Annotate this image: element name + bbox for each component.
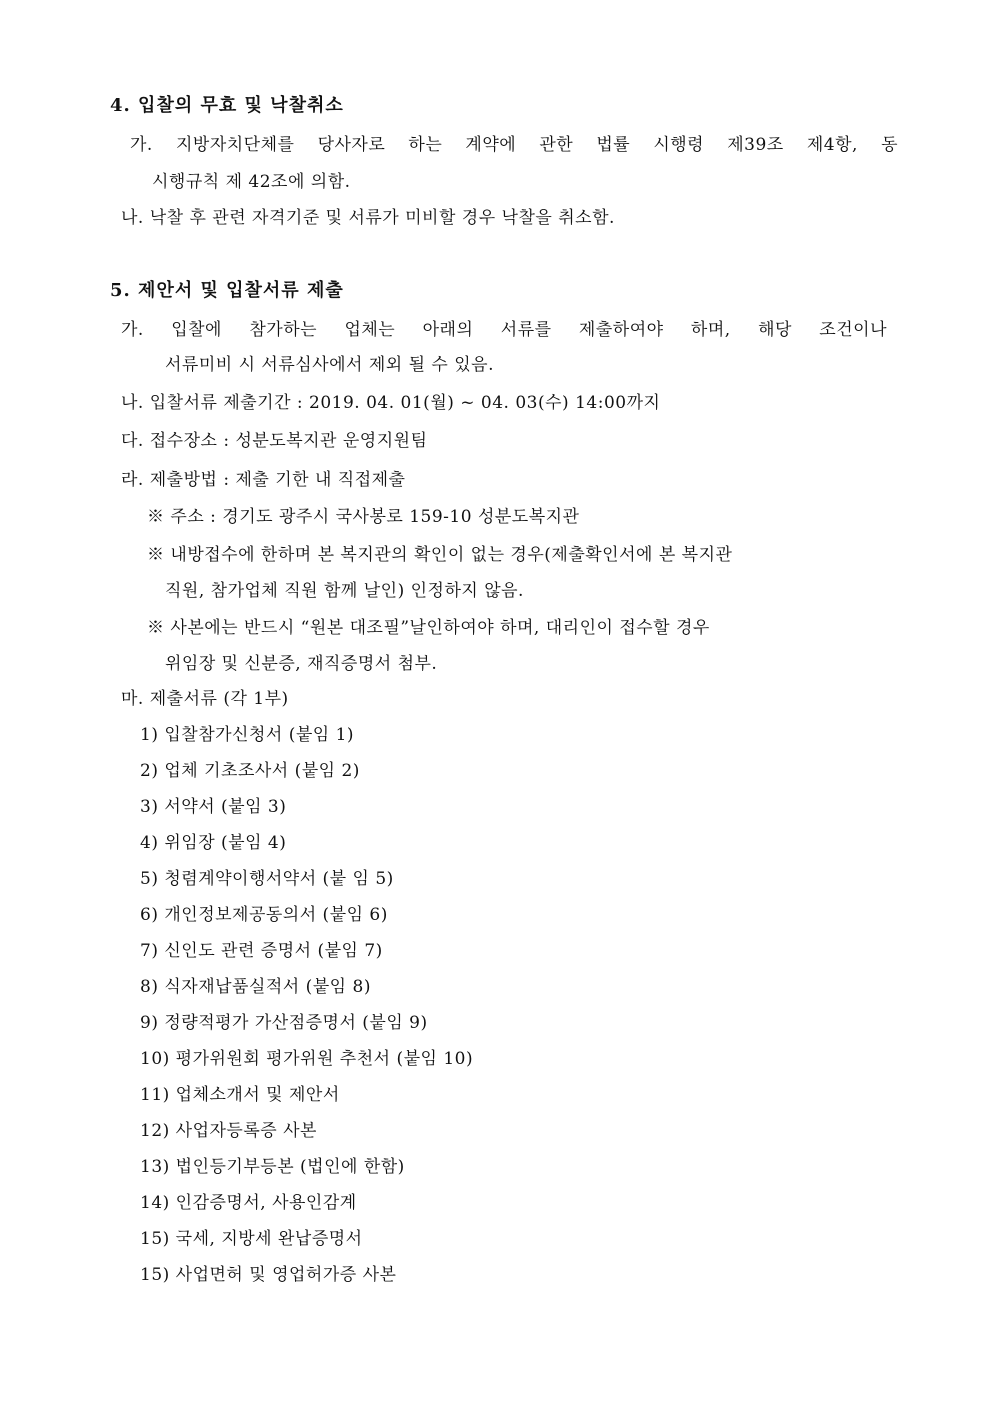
section-5-item-ga-line1: 가. 입찰에 참가하는 업체는 아래의 서류를 제출하여야 하며, 해당 조건이나 — [121, 320, 887, 340]
document-list-item: 7) 신인도 관련 증명서 (붙임 7) — [140, 941, 383, 961]
note-copy-line2: 위임장 및 신분증, 재직증명서 첨부. — [165, 654, 438, 674]
document-list-item: 15) 국세, 지방세 완납증명서 — [140, 1229, 363, 1249]
section-5-item-da: 다. 접수장소 : 성분도복지관 운영지원팀 — [121, 431, 428, 451]
note-visit-line1: ※ 내방접수에 한하며 본 복지관의 확인이 없는 경우(제출확인서에 본 복지관 — [147, 545, 733, 565]
document-list-item: 1) 입찰참가신청서 (붙임 1) — [140, 725, 355, 745]
section-5-heading: 5. 제안서 및 입찰서류 제출 — [110, 280, 344, 301]
document-list-item: 11) 업체소개서 및 제안서 — [140, 1085, 340, 1105]
document-list-item: 3) 서약서 (붙임 3) — [140, 797, 287, 817]
document-list-item: 15) 사업면허 및 영업허가증 사본 — [140, 1265, 397, 1285]
document-list-item: 4) 위임장 (붙임 4) — [140, 833, 287, 853]
document-list-item: 10) 평가위원회 평가위원 추천서 (붙임 10) — [140, 1049, 474, 1069]
section-5-item-ga-line2: 서류미비 시 서류심사에서 제외 될 수 있음. — [165, 355, 495, 375]
section-5-item-na: 나. 입찰서류 제출기간 : 2019. 04. 01(월) ~ 04. 03(수) 14:00까지 — [121, 393, 661, 413]
document-list-item: 5) 청렴계약이행서약서 (붙 임 5) — [140, 869, 394, 889]
section-4-item-na: 나. 낙찰 후 관련 자격기준 및 서류가 미비할 경우 낙찰을 취소함. — [121, 208, 615, 228]
note-copy-line1: ※ 사본에는 반드시 “원본 대조필”날인하여야 하며, 대리인이 접수할 경우 — [147, 618, 710, 638]
section-5-item-ma: 마. 제출서류 (각 1부) — [121, 689, 289, 709]
note-visit-line2: 직원, 참가업체 직원 함께 날인) 인정하지 않음. — [165, 581, 524, 601]
document-list-item: 8) 식자재납품실적서 (붙임 8) — [140, 977, 371, 997]
section-4-item-ga-line2: 시행규칙 제 42조에 의함. — [152, 172, 351, 192]
section-4-heading: 4. 입찰의 무효 및 낙찰취소 — [110, 95, 344, 116]
section-5-item-ra: 라. 제출방법 : 제출 기한 내 직접제출 — [121, 470, 406, 490]
document-list-item: 14) 인감증명서, 사용인감계 — [140, 1193, 357, 1213]
section-4-item-ga-line1: 가. 지방자치단체를 당사자로 하는 계약에 관한 법률 시행령 제39조 제4항, 동 — [130, 135, 898, 155]
note-address: ※ 주소 : 경기도 광주시 국사봉로 159-10 성분도복지관 — [147, 507, 580, 527]
document-list-item: 6) 개인정보제공동의서 (붙임 6) — [140, 905, 388, 925]
document-list-item: 13) 법인등기부등본 (법인에 한함) — [140, 1157, 405, 1177]
document-list-item: 9) 정량적평가 가산점증명서 (붙임 9) — [140, 1013, 428, 1033]
document-list-item: 2) 업체 기초조사서 (붙임 2) — [140, 761, 360, 781]
document-list-item: 12) 사업자등록증 사본 — [140, 1121, 317, 1141]
